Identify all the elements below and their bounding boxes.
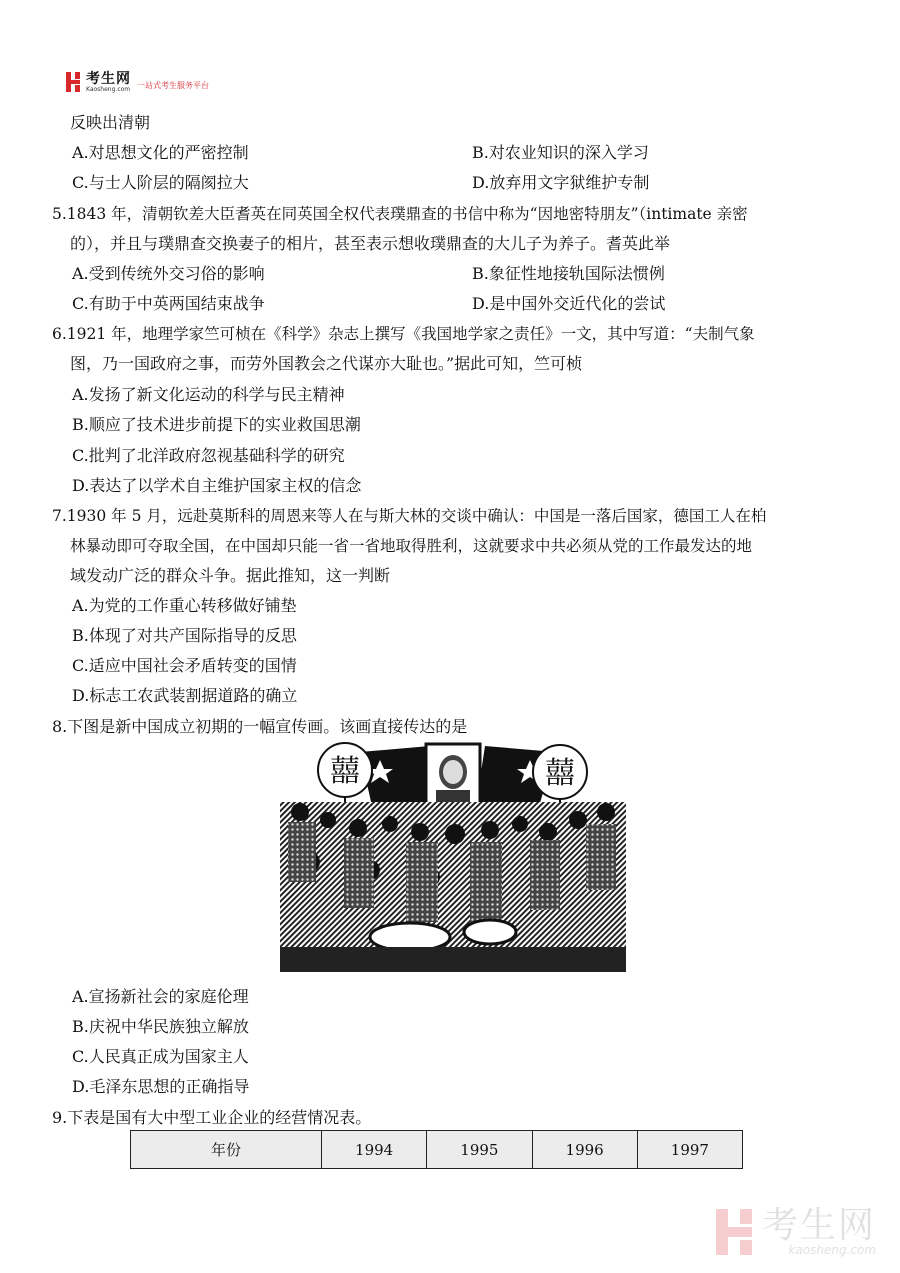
q5-option-a: A.受到传统外交习俗的影响 — [72, 264, 265, 283]
table-header-cell: 1997 — [637, 1131, 742, 1169]
q8-stem: 8.下图是新中国成立初期的一幅宣传画。该画直接传达的是 — [52, 717, 468, 736]
q6-option-a: A.发扬了新文化运动的科学与民主精神 — [72, 385, 345, 404]
q8-option-d: D.毛泽东思想的正确指导 — [72, 1077, 250, 1096]
q7-option-c: C.适应中国社会矛盾转变的国情 — [72, 656, 297, 675]
brand-name: 考生网 — [86, 70, 131, 87]
table-header-cell: 1996 — [532, 1131, 637, 1169]
q8-option-c: C.人民真正成为国家主人 — [72, 1047, 249, 1066]
q9-stem: 9.下表是国有大中型工业企业的经营情况表。 — [52, 1108, 372, 1127]
q7-option-a: A.为党的工作重心转移做好铺垫 — [72, 596, 297, 615]
q7-stem-line3: 域发动广泛的群众斗争。据此推知，这一判断 — [70, 566, 391, 585]
site-logo[interactable] — [66, 70, 209, 94]
q5-stem-line1: 5.1843 年，清朝钦差大臣耆英在同英国全权代表璞鼎查的书信中称为“因地密特朋友”（intimate 亲密 — [52, 205, 748, 223]
q7-option-b: B.体现了对共产国际指导的反思 — [72, 626, 297, 645]
brand-url: Kaosheng.com — [86, 85, 131, 93]
q6-option-d: D.表达了以学术自主维护国家主权的信念 — [72, 476, 362, 495]
lantern-left-glyph: 囍 — [330, 754, 360, 789]
brand-slogan: 一站式考生服务平台 — [137, 80, 209, 90]
q7-stem-line1: 7.1930 年 5 月，远赴莫斯科的周恩来等人在与斯大林的交谈中确认：中国是一落后国家，德国工人在柏 — [52, 507, 767, 525]
watermark-logo — [716, 1205, 877, 1257]
q8-option-b: B.庆祝中华民族独立解放 — [72, 1017, 249, 1036]
watermark-mark-icon — [716, 1209, 756, 1255]
watermark-url: kaosheng.com — [788, 1243, 877, 1257]
q5-stem-line2: 的），并且与璞鼎查交换妻子的相片，甚至表示想收璞鼎查的大儿子为养子。耆英此举 — [70, 234, 671, 253]
q8-option-a: A.宣扬新社会的家庭伦理 — [72, 987, 249, 1006]
q4-option-d: D.放弃用文字狱维护专制 — [472, 173, 650, 192]
enterprise-stats-table — [130, 1130, 743, 1169]
watermark-name: 考生网 — [762, 1205, 877, 1246]
q5-option-c: C.有助于中英两国结束战争 — [72, 294, 265, 313]
table-header-cell: 年份 — [131, 1131, 322, 1169]
q4-option-c: C.与士人阶层的隔阂拉大 — [72, 173, 249, 192]
q7-option-d: D.标志工农武装割据道路的确立 — [72, 686, 298, 705]
q7-stem-line2: 林暴动即可夺取全国，在中国却只能一省一省地取得胜利，这就要求中共必须从党的工作最发达的地 — [70, 537, 753, 555]
q6-stem-line1: 6.1921 年，地理学家竺可桢在《科学》杂志上撰写《我国地学家之责任》一文，其中写道：“夫制气象 — [52, 325, 755, 343]
table-header-cell: 1994 — [322, 1131, 427, 1169]
q5-option-b: B.象征性地接轨国际法惯例 — [472, 264, 665, 283]
q6-option-b: B.顺应了技术进步前提下的实业救国思潮 — [72, 415, 361, 434]
propaganda-poster-image — [280, 742, 626, 972]
table-header-cell: 1995 — [427, 1131, 532, 1169]
lantern-right-glyph: 囍 — [545, 756, 575, 791]
table-header-row — [131, 1131, 743, 1169]
q6-option-c: C.批判了北洋政府忽视基础科学的研究 — [72, 446, 345, 465]
q4-option-b: B.对农业知识的深入学习 — [472, 143, 649, 162]
logo-mark-icon — [66, 72, 82, 92]
q4-option-a: A.对思想文化的严密控制 — [72, 143, 249, 162]
q4-stem-tail: 反映出清朝 — [70, 113, 151, 132]
q5-option-d: D.是中国外交近代化的尝试 — [472, 294, 666, 313]
q6-stem-line2: 图，乃一国政府之事，而劳外国教会之代谋亦大耻也。”据此可知，竺可桢 — [70, 354, 583, 373]
